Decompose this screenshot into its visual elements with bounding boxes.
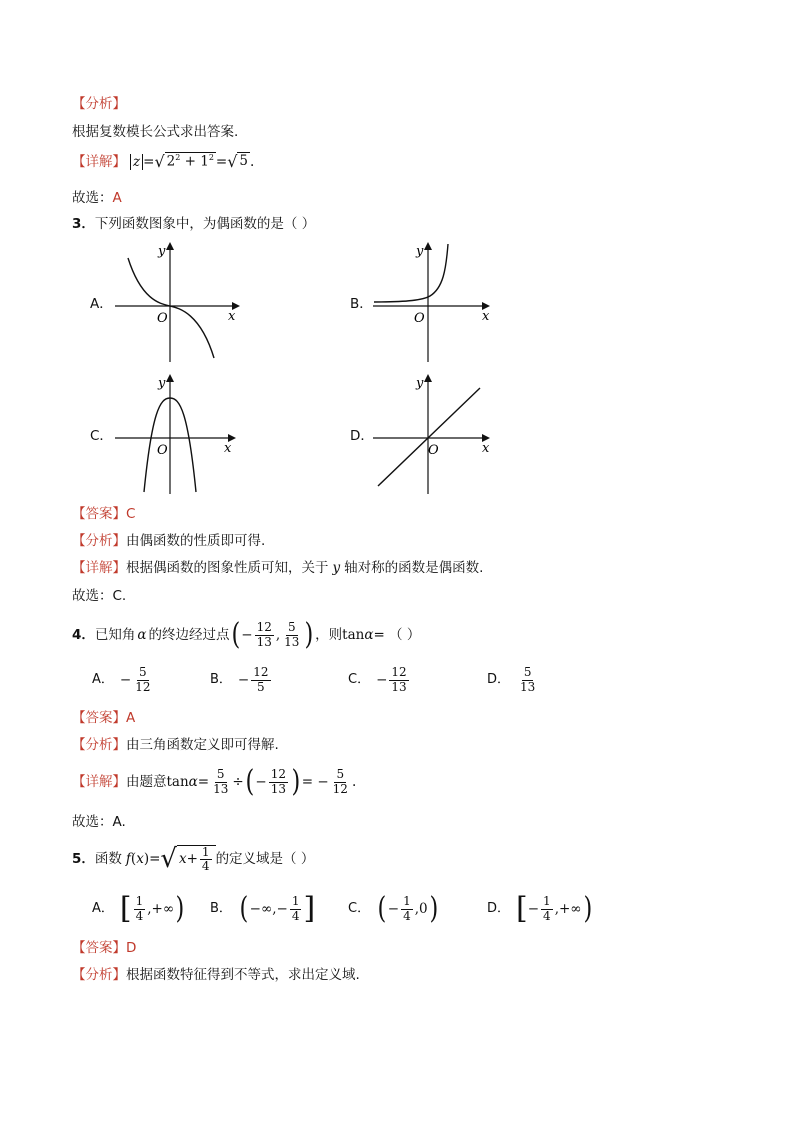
- y-axis-arrow: [424, 374, 432, 382]
- q5-option-b[interactable]: B． ( −∞,− $\frac{1}{4}$ ]: [210, 891, 316, 926]
- q4-question: 4． 已知角 α 的终边经过点 ( − $\frac{12}{13}$ , $\frac{5}{13}$ ) ，则 tan α = （ ）: [72, 617, 421, 652]
- q4-option-c[interactable]: C． − $\frac{12}{13}$: [348, 665, 407, 694]
- q4-option-d[interactable]: D． $\frac{5}{13}$: [487, 665, 536, 694]
- q3-choose: 故选：C.: [72, 588, 127, 604]
- q4-answer-value: A: [126, 710, 136, 726]
- line-d: [378, 388, 480, 486]
- q2-abs-z: z: [130, 154, 143, 170]
- q2-analysis-tag: 【分析】: [72, 96, 126, 112]
- q3-answer-value: C: [126, 506, 136, 522]
- q5-sqrt: √ x + $\frac{1}{4}$: [160, 845, 215, 873]
- q4-choose: 故选：A.: [72, 814, 126, 830]
- q4-detail: 【详解】 由题意 tan α = $\frac{5}{13}$ ÷ ( − $\frac{12}{13}$ ) = − $\frac{5}{12}$ .: [72, 764, 357, 799]
- q5-option-c[interactable]: C． ( − $\frac{1}{4}$ ,0 ): [348, 891, 438, 926]
- q5-answer-value: D: [126, 940, 137, 956]
- alpha-symbol: α: [137, 626, 147, 643]
- q3-option-c-label: C．: [90, 428, 113, 444]
- y-axis-arrow: [424, 242, 432, 250]
- y-label: y: [158, 244, 166, 259]
- q4-analysis: 【分析】由三角函数定义即可得解.: [72, 737, 279, 753]
- q3-graph-d: [368, 372, 498, 497]
- origin-label: O: [157, 311, 168, 326]
- y-axis-arrow: [166, 242, 174, 250]
- q4-option-a[interactable]: A． − $\frac{5}{12}$: [92, 665, 151, 694]
- q5-analysis: 【分析】根据函数特征得到不等式，求出定义域.: [72, 967, 360, 983]
- q3-option-a-label: A．: [90, 296, 113, 312]
- q2-detail: 【详解】 z = √ $2^2 + 1^2$ = √ 5 .: [72, 152, 255, 172]
- q2-detail-tag: 【详解】: [72, 153, 126, 170]
- q3-answer: 【答案】C: [72, 506, 136, 522]
- origin-label: O: [414, 311, 425, 326]
- y-axis-arrow: [166, 374, 174, 382]
- x-label: x: [228, 309, 236, 324]
- q5-answer: 【答案】D: [72, 940, 137, 956]
- q5-question: 5． 函数 f ( x ) = √ x + $\frac{1}{4}$ 的定义域是（ ）: [72, 844, 315, 874]
- x-label: x: [482, 309, 490, 324]
- q4-point-y: $\frac{5}{13}$: [284, 620, 300, 649]
- q3-graph-c: [110, 372, 240, 497]
- q4-answer: 【答案】A: [72, 710, 136, 726]
- y-label: y: [158, 376, 166, 391]
- q3-detail: 【详解】根据偶函数的图象性质可知，关于 y 轴对称的函数是偶函数.: [72, 560, 484, 576]
- q4-point-x: $\frac{12}{13}$: [256, 620, 272, 649]
- curve-a: [128, 258, 214, 358]
- q3-option-d-label: D．: [350, 428, 374, 444]
- q2-analysis-text: 根据复数模长公式求出答案.: [72, 124, 239, 140]
- q3-graph-b: [368, 240, 498, 365]
- q3-graph-a: [110, 240, 240, 365]
- q3-analysis: 【分析】由偶函数的性质即可得.: [72, 533, 266, 549]
- q2-choose: 故选：A: [72, 190, 122, 206]
- q3-option-b-label: B．: [350, 296, 373, 312]
- q2-choose-value: A: [112, 190, 122, 206]
- q3-question: 3．下列函数图象中，为偶函数的是（ ）: [72, 216, 316, 232]
- y-label: y: [416, 244, 424, 259]
- q5-option-d[interactable]: D． [ − $\frac{1}{4}$ ,+∞ ): [487, 891, 592, 926]
- curve-b: [374, 244, 448, 302]
- q4-option-b[interactable]: B． − $\frac{12}{5}$: [210, 665, 269, 694]
- y-label: y: [416, 376, 424, 391]
- x-label: x: [482, 441, 490, 456]
- origin-label: O: [428, 443, 439, 458]
- q5-option-a[interactable]: A． [ $\frac{1}{4}$ ,+∞ ): [92, 891, 185, 926]
- q2-sqrt5: √ 5: [227, 152, 249, 172]
- origin-label: O: [157, 443, 168, 458]
- x-label: x: [224, 441, 232, 456]
- q2-sqrt: √ $2^2 + 1^2$: [154, 152, 214, 172]
